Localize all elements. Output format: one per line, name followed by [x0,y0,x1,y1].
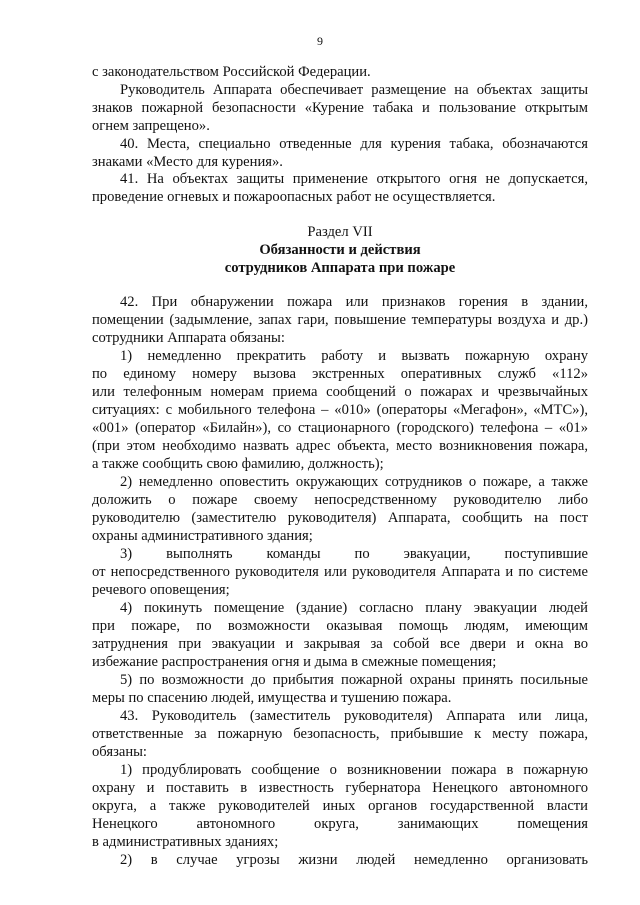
text-line: охрану и поставить в известность губернатора Ненецкого автономного [92,780,588,796]
text-line: ответственные за пожарную безопасность, прибывшие к месту пожара, [92,726,588,742]
text-line: 5) по возможности до прибытия пожарной охраны принять посильные [120,672,588,688]
text-line: 40. Места, специально отведенные для курения табака, обозначаются [120,136,588,152]
text-line: доложить о пожаре своему непосредственному руководителю либо [92,492,588,508]
text-line: 43. Руководитель (заместитель руководителя) Аппарата или лица, [120,708,588,724]
text-line: помещении (задымление, запах гари, повышение температуры воздуха и др.) [92,312,588,328]
section-label: Раздел VII [307,224,373,240]
text-line: меры по спасению людей, имущества и тушению пожара. [92,690,452,706]
text-line: от непосредственного руководителя или руководителя Аппарата и по системе [92,564,588,580]
text-line: 3) выполнять команды по эвакуации, поступившие [120,546,588,562]
text-line: знаков пожарной безопасности «Курение табака и пользование открытым [92,100,588,116]
text-line: с законодательством Российской Федерации. [92,64,371,80]
text-line: в административных зданиях; [92,834,279,850]
text-line: проведение огневых и пожароопасных работ не осуществляется. [92,189,496,205]
text-line: охраны административного здания; [92,528,313,544]
text-line: 41. На объектах защиты применение открытого огня не допускается, [120,171,588,187]
text-line: избежание распространения огня и дыма в смежные помещения; [92,654,497,670]
text-line: по единому номеру вызова экстренных оперативных служб «112» [92,366,588,382]
page-number: 9 [317,34,323,48]
text-line: 2) немедленно оповестить окружающих сотрудников о пожаре, а также [120,474,588,490]
text-line: Ненецкого автономного округа, занимающих помещения [92,816,588,832]
text-line: ситуациях: с мобильного телефона – «010» (операторы «Мегафон», «МТС»), [92,402,588,418]
text-line: сотрудники Аппарата обязаны: [92,330,285,346]
text-line: Руководитель Аппарата обеспечивает размещение на объектах защиты [120,82,588,98]
text-line: знаками «Место для курения». [92,154,283,170]
text-line: 42. При обнаружении пожара или признаков горения в здании, [120,294,588,310]
text-line: огнем запрещено». [92,118,210,134]
text-line: затруднения при эвакуации и закрывая за собой все двери и окна во [92,636,588,652]
section-subtitle: сотрудников Аппарата при пожаре [224,260,456,276]
text-line: а также сообщить свою фамилию, должность); [92,456,384,472]
text-line: округа, а также руководителей иных органов государственной власти [92,798,588,814]
text-line: 1) продублировать сообщение о возникновении пожара в пожарную [120,762,588,778]
text-line: «001» (оператор «Билайн»), со стационарного (городского) телефона – «01» [92,420,588,436]
text-line: или телефонным номерам приема сообщений о пожарах и чрезвычайных [92,384,588,400]
text-line: обязаны: [92,744,147,760]
text-line: речевого оповещения; [92,582,230,598]
text-line: 2) в случае угрозы жизни людей немедленно организовать [120,852,588,868]
text-line: при пожаре, по возможности оказывая помощь людям, имеющим [92,618,588,634]
section-title: Обязанности и действия [259,242,421,258]
text-line: 1) немедленно прекратить работу и вызвать пожарную охрану [120,348,588,364]
text-line: 4) покинуть помещение (здание) согласно плану эвакуации людей [120,600,588,616]
text-line: руководителю (заместителю руководителя) Аппарата, сообщить на пост [92,510,588,526]
text-line: (при этом необходимо назвать адрес объекта, место возникновения пожара, [92,438,588,454]
